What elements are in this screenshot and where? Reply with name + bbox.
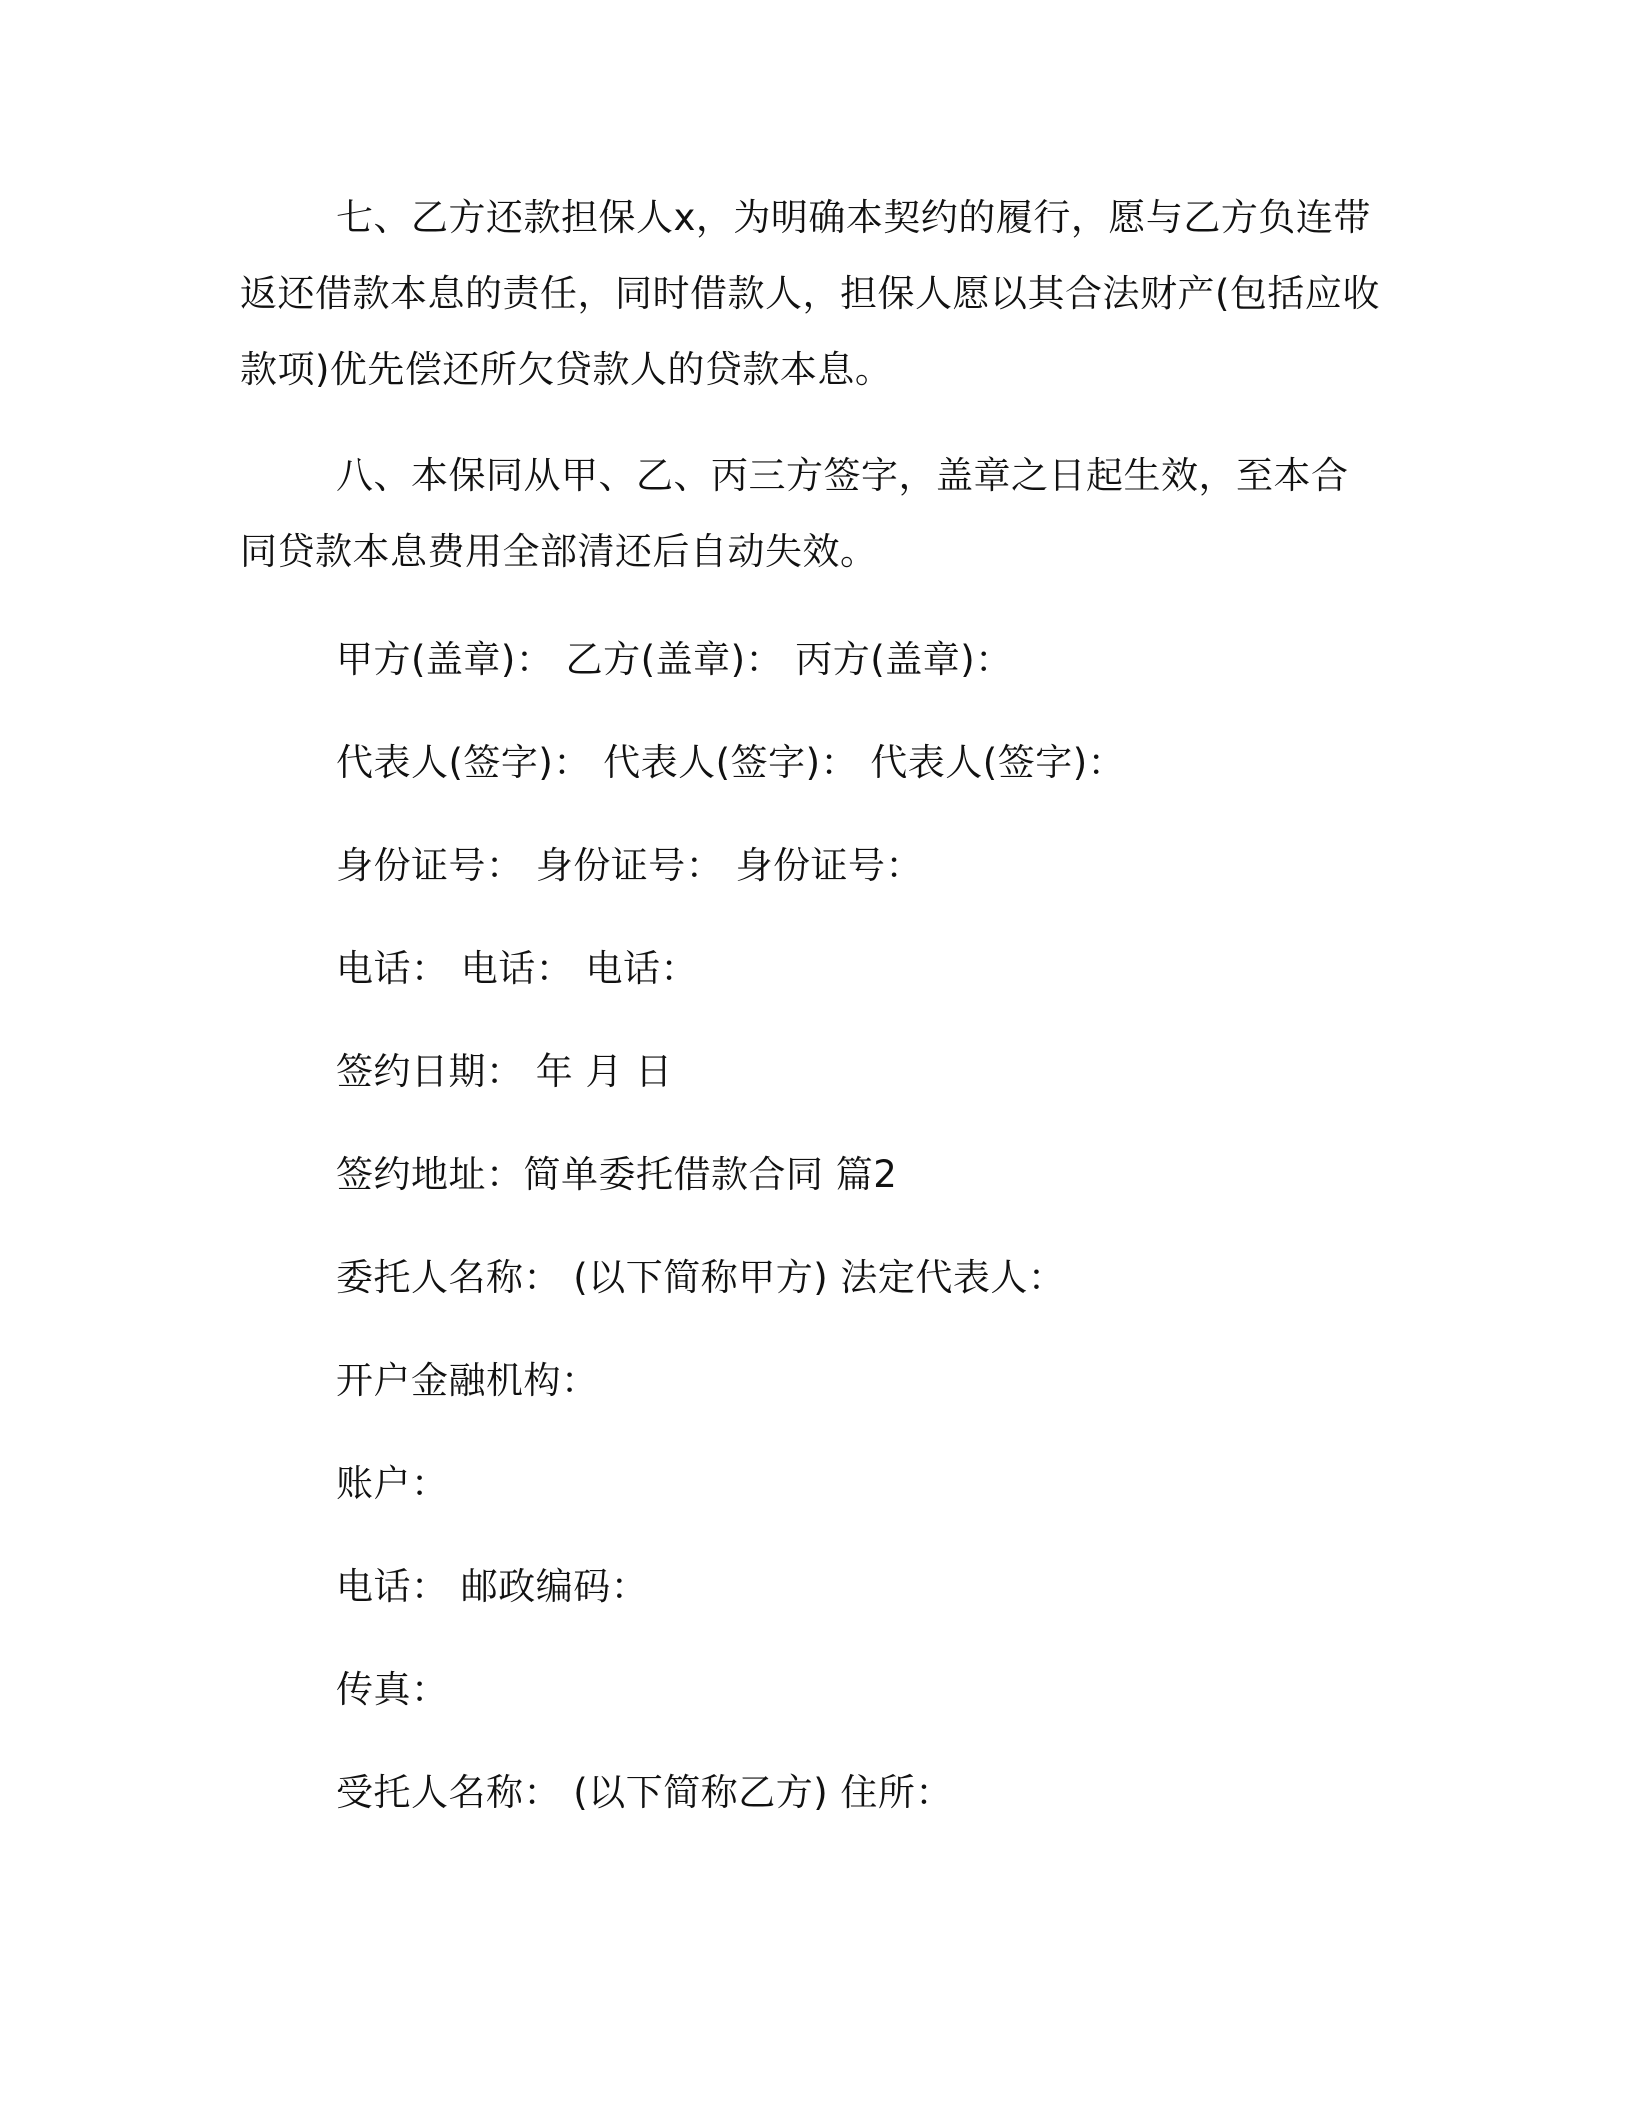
- clause-8-paragraph: 八、本保同从甲、乙、丙三方签字，盖章之日起生效，至本合同贷款本息费用全部清还后自动失效。: [240, 454, 1349, 573]
- clause-7-paragraph: 七、乙方还款担保人x，为明确本契约的履行，愿与乙方负连带返还借款本息的责任，同时借款人，担保人愿以其合法财产(包括应收款项)优先偿还所欠贷款人的贷款本息。: [240, 196, 1380, 391]
- id-number-line: 身份证号： 身份证号： 身份证号：: [336, 844, 924, 887]
- phone-postcode-line: 电话： 邮政编码：: [336, 1565, 649, 1608]
- signing-date-line: 签约日期： 年 月 日: [336, 1050, 673, 1093]
- account-line: 账户：: [336, 1462, 449, 1505]
- bank-line: 开户金融机构：: [336, 1359, 599, 1402]
- agent-name-line: 受托人名称： (以下简称乙方) 住所：: [336, 1771, 953, 1814]
- signing-address-line: 签约地址：简单委托借款合同 篇2: [336, 1153, 898, 1196]
- phone-line: 电话： 电话： 电话：: [336, 947, 699, 990]
- seal-line: 甲方(盖章)： 乙方(盖章)： 丙方(盖章)：: [336, 638, 1013, 681]
- representative-signature-line: 代表人(签字)： 代表人(签字)： 代表人(签字)：: [336, 741, 1126, 784]
- principal-name-line: 委托人名称： (以下简称甲方) 法定代表人：: [336, 1256, 1066, 1299]
- fax-line: 传真：: [336, 1668, 449, 1711]
